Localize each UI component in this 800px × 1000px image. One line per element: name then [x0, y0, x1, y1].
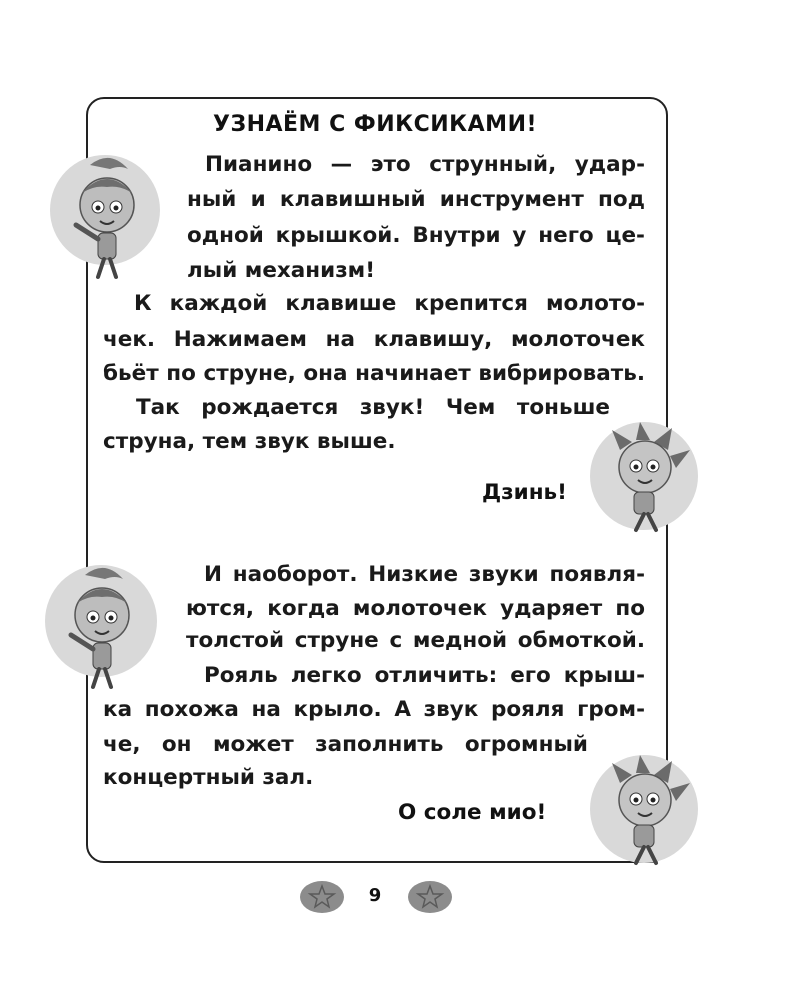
star-icon — [300, 881, 344, 913]
text-line: Рояль легко отличить: его крыш- — [204, 663, 645, 688]
star-icon — [408, 881, 452, 913]
text-line: лый механизм! — [187, 258, 376, 283]
fixik-boy-icon — [590, 422, 698, 530]
text-line: ный и клавишный инструмент под — [187, 187, 645, 212]
exclamation: О соле мио! — [398, 800, 547, 825]
text-line: К каждой клавише крепится молото- — [134, 291, 645, 316]
text-line: И наоборот. Низкие звуки появля- — [204, 562, 645, 587]
text-line: толстой струне с медной обмоткой. — [186, 628, 645, 653]
text-line: ка похожа на крыло. А звук рояля гром- — [103, 697, 645, 722]
fixik-boy-icon — [590, 755, 698, 863]
fixik-girl-icon — [45, 565, 157, 677]
fixik-girl-icon — [50, 155, 160, 265]
text-line: че, он может заполнить огромный — [103, 732, 588, 757]
text-line: Пианино — это струнный, удар- — [205, 152, 645, 177]
page-number: 9 — [368, 885, 382, 906]
text-line: концертный зал. — [103, 765, 314, 790]
text-line: ются, когда молоточек ударяет по — [186, 596, 645, 621]
text-line: чек. Нажимаем на клавишу, молоточек — [103, 327, 645, 352]
text-line: бьёт по струне, она начинает вибрировать. — [103, 361, 645, 386]
text-line: Так рождается звук! Чем тоньше — [136, 395, 610, 420]
text-line: струна, тем звук выше. — [103, 429, 396, 454]
text-line: одной крышкой. Внутри у него це- — [187, 223, 645, 248]
exclamation: Дзинь! — [482, 480, 567, 505]
page-title: УЗНАЁМ С ФИКСИКАМИ! — [212, 112, 538, 137]
